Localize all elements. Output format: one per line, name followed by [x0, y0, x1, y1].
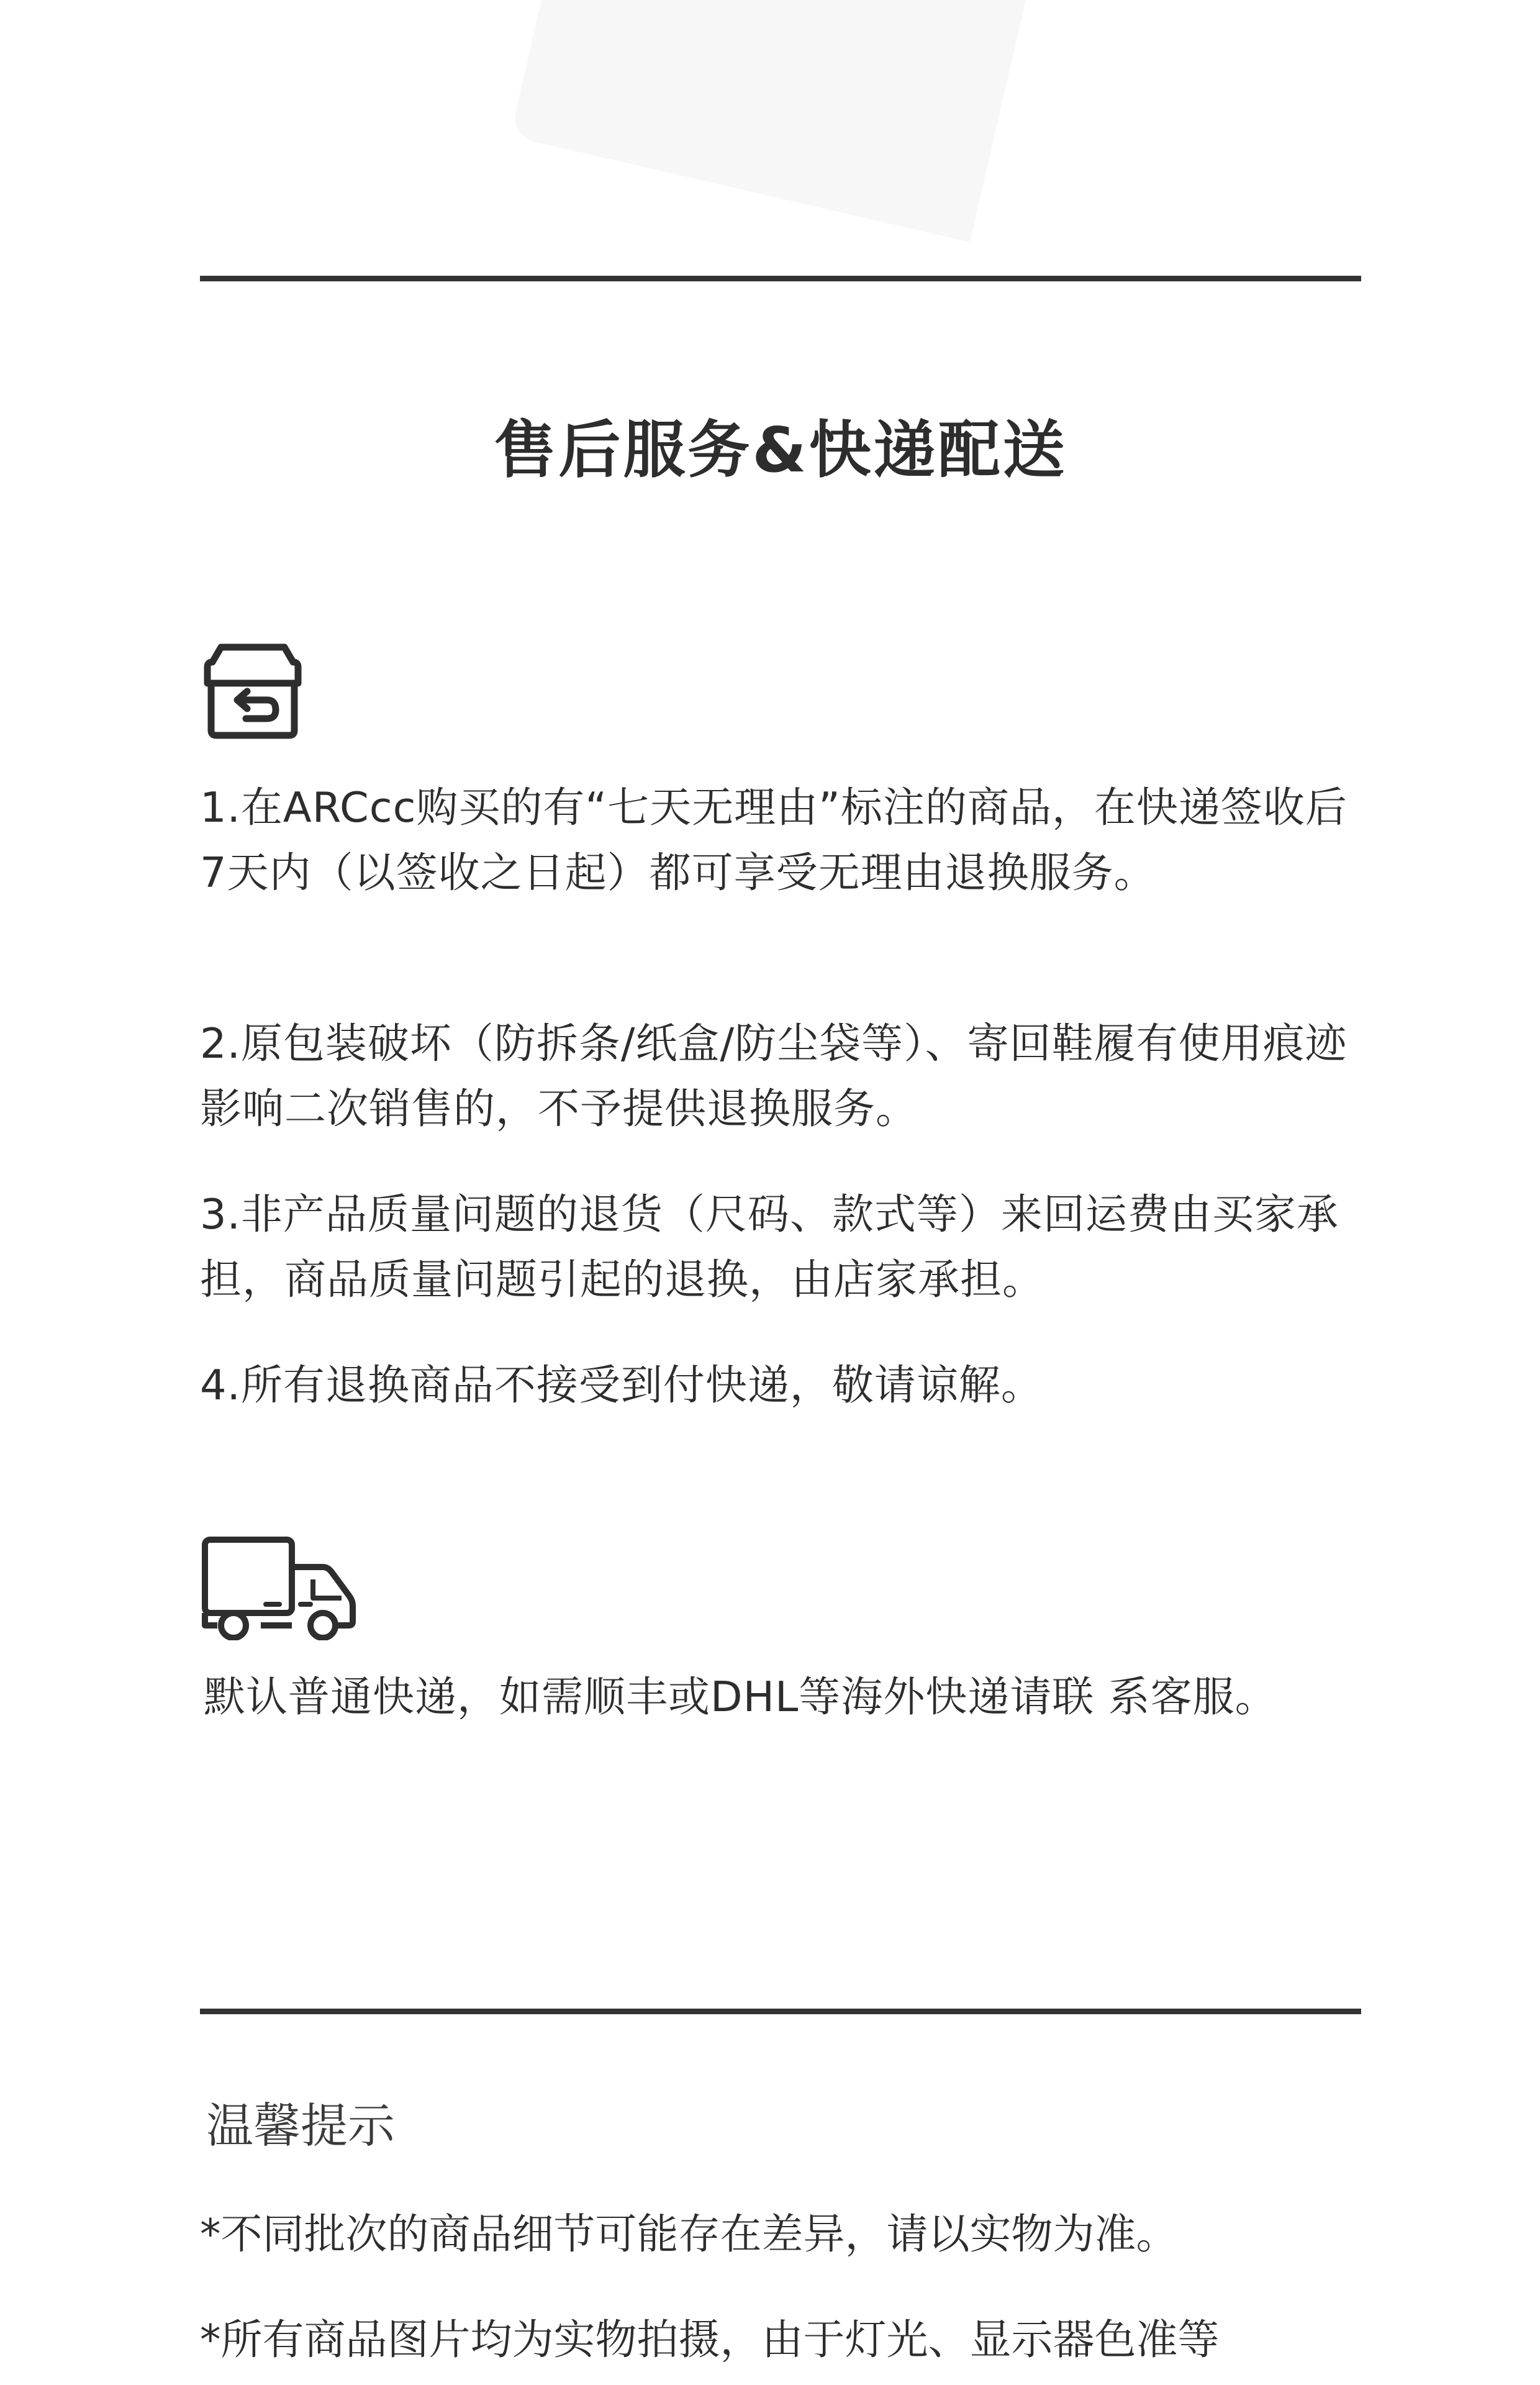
tips-heading: 温馨提示	[206, 2098, 395, 2153]
section-divider-top	[200, 276, 1361, 281]
tip-item-2: *所有商品图片均为实物拍摄，由于灯光、显示器色准等	[200, 2315, 1220, 2364]
return-box-icon	[202, 640, 303, 740]
return-policy-item-4: 4.所有退换商品不接受到付快递，敬请谅解。	[200, 1361, 1043, 1409]
delivery-truck-icon	[201, 1536, 358, 1640]
tip-item-1: *不同批次的商品细节可能存在差异，请以实物为准。	[200, 2210, 1178, 2258]
return-policy-item-1: 1.在ARCcc购买的有“七天无理由”标注的商品，在快递签收后7天内（以签收之日起）都可享受无理由退换服务。	[200, 783, 1348, 897]
section-divider-tips	[200, 2009, 1361, 2014]
shipping-note: 默认普通快递，如需顺丰或DHL等海外快递请联 系客服。	[204, 1673, 1277, 1721]
section-title: 售后服务&快递配送	[494, 414, 1067, 486]
return-policy-item-3: 3.非产品质量问题的退货（尺码、款式等）来回运费由买家承担，商品质量问题引起的退换，由店家承担。	[200, 1190, 1339, 1304]
return-policy-item-2: 2.原包装破坏（防拆条/纸盒/防尘袋等）、寄回鞋履有使用痕迹影响二次销售的，不予提供退换服务。	[200, 1019, 1348, 1133]
background-decoration	[510, 0, 1030, 242]
